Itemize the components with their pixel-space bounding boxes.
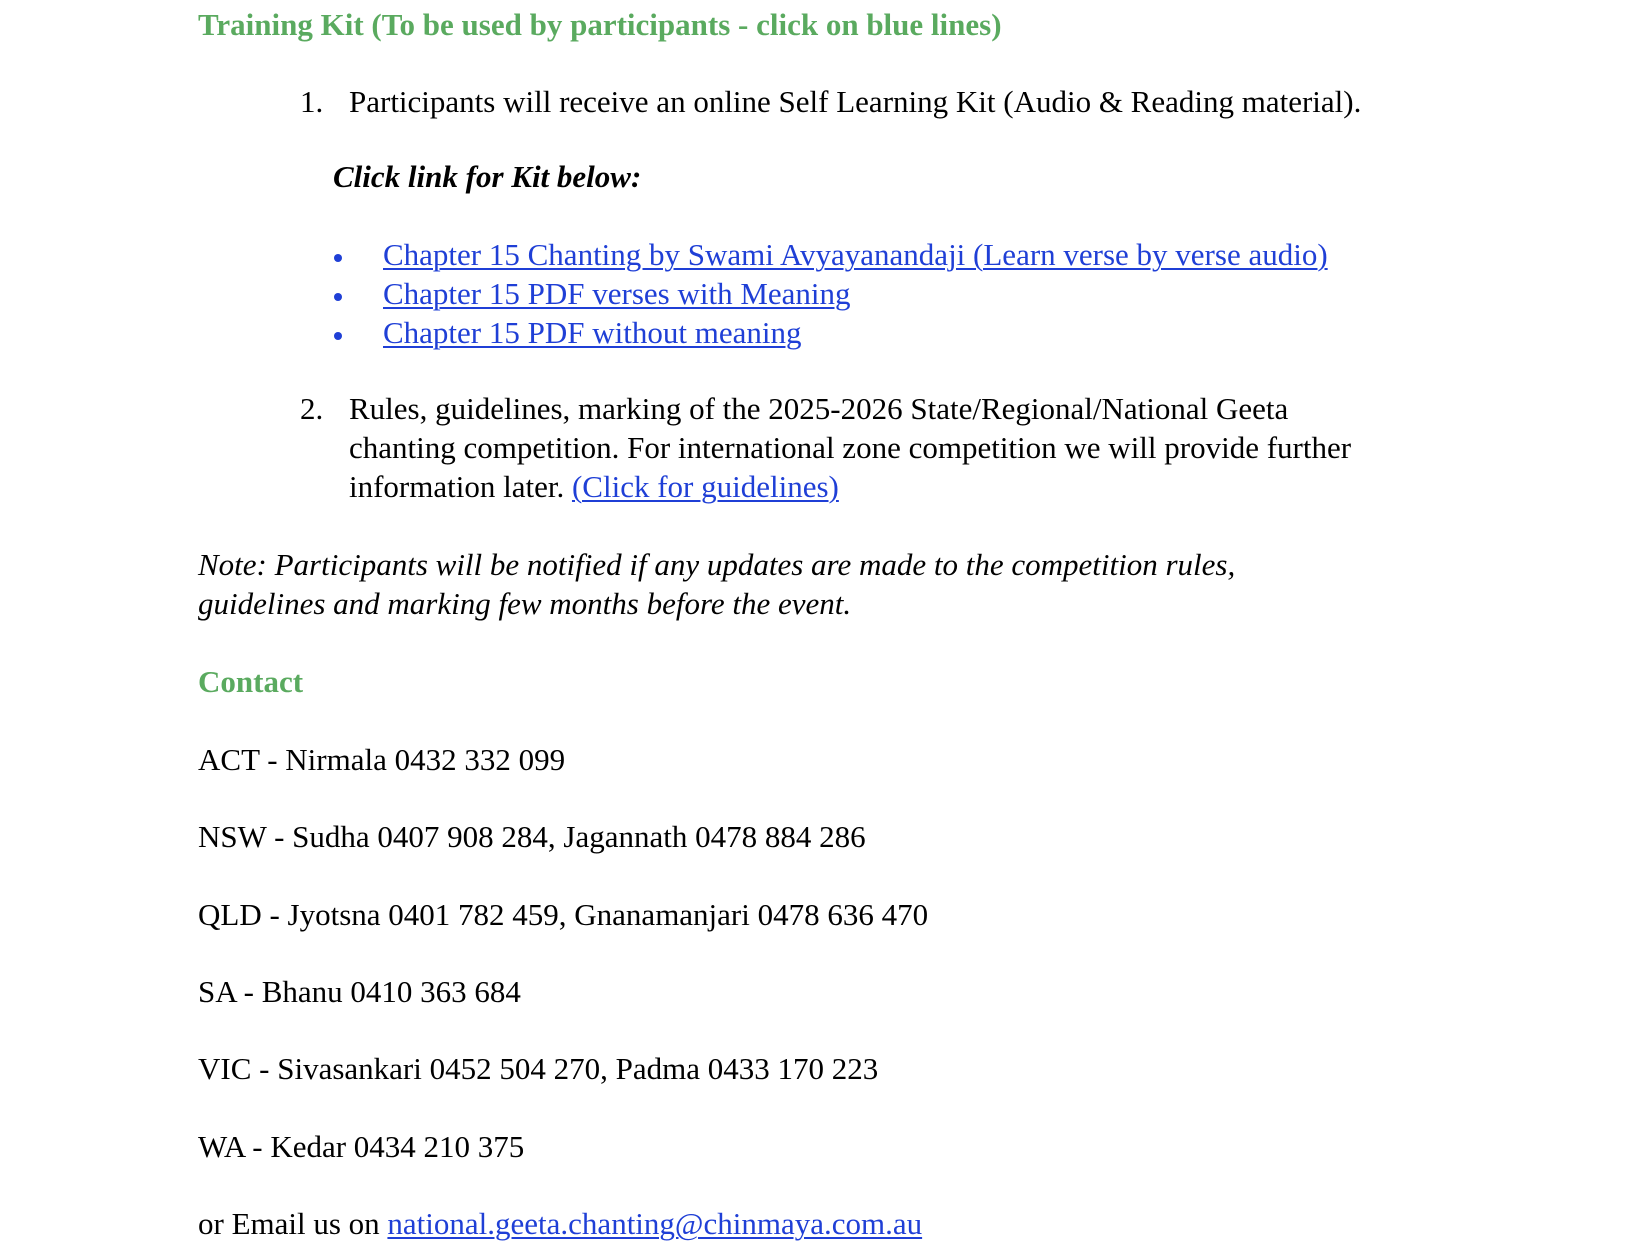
contact-entry-nsw: NSW - Sudha 0407 908 284, Jagannath 0478 884 286 [198,819,866,854]
contact-entry-qld: QLD - Jyotsna 0401 782 459, Gnanamanjari 0478 636 470 [198,897,929,932]
bullet-icon [334,332,342,340]
email-link[interactable]: national.geeta.chanting@chinmaya.com.au [387,1206,923,1241]
contact-entry-vic: VIC - Sivasankari 0452 504 270, Padma 0433 170 223 [198,1051,879,1086]
item2-line-1: Rules, guidelines, marking of the 2025-2026 State/Regional/National Geeta [349,391,1289,426]
pdf-without-meaning-link[interactable]: Chapter 15 PDF without meaning [383,315,802,350]
list-number-2: 2. [300,391,324,426]
chanting-audio-link[interactable]: Chapter 15 Chanting by Swami Avyayanandaji (Learn verse by verse audio) [383,237,1328,272]
contact-entry-act: ACT - Nirmala 0432 332 099 [198,742,566,777]
contact-entry-sa: SA - Bhanu 0410 363 684 [198,974,521,1009]
item2-line-2: chanting competition. For international zone competition we will provide further [349,430,1352,465]
training-kit-heading: Training Kit (To be used by participants - click on blue lines) [198,7,1002,42]
bullet-icon [334,293,342,301]
bullet-icon [334,254,342,262]
note-line-1: Note: Participants will be notified if any updates are made to the competition rules, [198,547,1236,582]
list-number-1: 1. [300,84,324,119]
item2-line-3 [349,468,839,506]
pdf-with-meaning-link[interactable]: Chapter 15 PDF verses with Meaning [383,276,851,311]
item2-line-3-text: information later. [349,469,572,504]
email-line [198,1205,922,1243]
item1-text: Participants will receive an online Self Learning Kit (Audio & Reading material). [349,84,1362,119]
guidelines-link[interactable]: (Click for guidelines) [571,469,839,504]
note-line-2: guidelines and marking few months before the event. [198,586,852,621]
kit-links-subheading: Click link for Kit below: [333,159,642,194]
contact-entry-wa: WA - Kedar 0434 210 375 [198,1129,525,1164]
email-prefix: or Email us on [198,1206,388,1241]
contact-heading: Contact [198,664,304,699]
